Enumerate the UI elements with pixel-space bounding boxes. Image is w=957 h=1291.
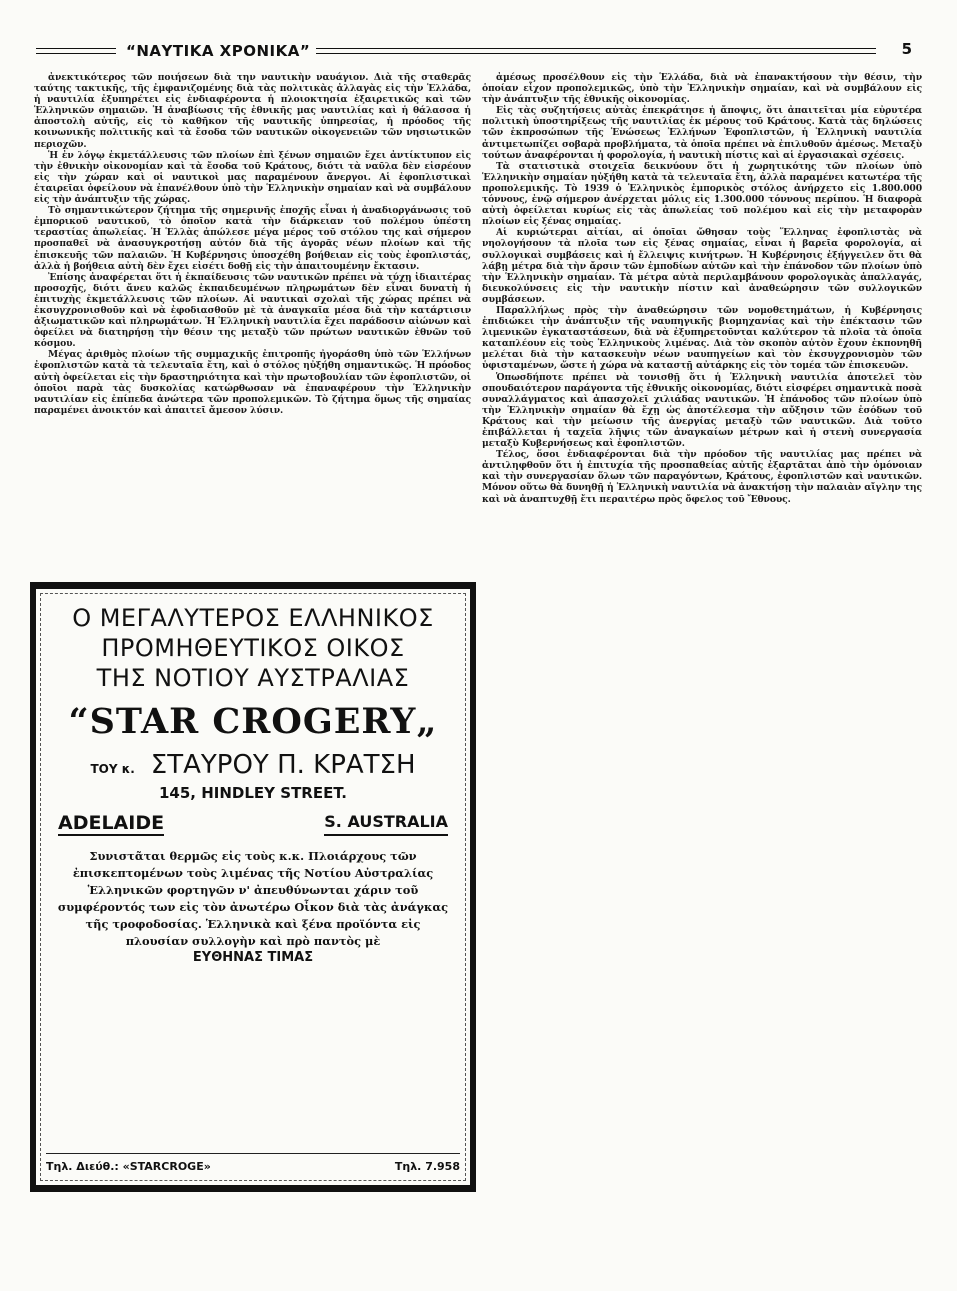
ad-phone: Τηλ. 7.958 xyxy=(394,1160,460,1173)
ad-headline-line: Ο ΜΕΓΑΛΥΤΕΡΟΣ ΕΛΛΗΝΙΚΟΣ xyxy=(72,604,434,632)
article-paragraph: Ἡ ἐν λόγῳ ἐκμετάλλευσις τῶν πλοίων ἐπὶ ξένων σημαιῶν ἔχει ἀντίκτυπον εἰς τὴν ἐθνικὴν οἰκονομίαν καὶ τὰ ἔσοδα τοῦ Κράτους, διότι τὰ ναῦλα δὲν εἰσρέουν εἰς τὴν χώραν καὶ οἱ ναυτικοὶ μας παραμένουν ἄνεργοι. Αἱ ἐφοπλιστικαὶ ἑταιρεῖαι ὀφείλουν νὰ ἐπανέλθουν ὑπὸ τὴν Ἑλληνικὴν σημαίαν καὶ νὰ συμβάλουν εἰς τὴν ἀνάπτυξιν τῆς χώρας. xyxy=(34,149,471,206)
article-paragraph: ἀνεκτικότερος τῶν ποιήσεων διὰ την ναυτικὴν ναυάγιον. Διὰ τῆς σταθερᾶς ταύτης τακτικῆς, τῆς ἐμφανιζομένης διὰ τὰς πολιτικὰς ἀλλαγὰς εἰς τὴν Ἑλλάδα, ἡ ναυτιλία ἐξυπηρέτει εἰς ἐνδιαφέροντα ἡ πλοιοκτησία ἐξαιρετικῶς καὶ τῶν Ἑλληνικῶν σημαιῶν. Ἡ ἀναβίωσις τῆς ἐθνικῆς μας ναυτιλίας καὶ ἡ θάλασσα ἡ ἀποστολὴ αὐτῆς, εἰς τὸ καθῆκον τῆς ναυτικῆς ὑπηρεσίας, ἡ πρόοδος τῆς κοινωνικῆς πολιτικῆς καὶ τὰ ἔσοδα τῶν ναυτικῶν οἰκογενειῶν τῶν νησιωτικῶν περιοχῶν. xyxy=(34,72,471,150)
page-header xyxy=(36,40,928,66)
article-paragraph: Παραλλήλως πρὸς τὴν ἀναθεώρησιν τῶν νομοθετημάτων, ἡ Κυβέρνησις ἐπιδιώκει τὴν ἀνάπτυξιν τῆς ναυπηγικῆς βιομηχανίας καὶ τὴν ἐπέκτασιν τῶν λιμενικῶν ἐγκαταστάσεων, διὰ νὰ ἐξυπηρετοῦνται καλύτερον τὰ πλοῖα τὰ ὁποῖα καταπλέουν εἰς τοὺς Ἑλληνικοὺς λιμένας. Διὰ τὸν σκοπὸν αὐτὸν ἔχουν ἐκπονηθῆ μελέται διὰ τὴν κατασκευὴν νέων ναυπηγείων καὶ τὸν ἐκσυγχρονισμὸν τῶν ὑφισταμένων, ὥστε ἡ χώρα νὰ καταστῇ αὐτάρκης εἰς τὸν τομέα τῶν ἐπισκευῶν. xyxy=(482,304,922,372)
article-paragraph: Ἐπίσης ἀναφέρεται ὅτι ἡ ἐκπαίδευσις τῶν ναυτικῶν πρέπει νὰ τύχῃ ἰδιαιτέρας προσοχῆς, διότι ἄνευ καλῶς ἐκπαιδευμένων πληρωμάτων δὲν εἶναι δυνατὴ ἡ ἐπιτυχὴς ἐκμετάλλευσις τῶν πλοίων. Αἱ ναυτικαὶ σχολαὶ τῆς χώρας πρέπει νὰ ἐκσυγχρονισθοῦν καὶ νὰ ἐφοδιασθοῦν μὲ τὰ ἀναγκαῖα μέσα διὰ τὴν κατάρτισιν ἀξιωματικῶν καὶ πληρωμάτων. Ἡ Ἑλληνικὴ ναυτιλία ἔχει παράδοσιν αἰώνων καὶ ὀφείλει νὰ διατηρήσῃ τὴν θέσιν της μεταξὺ τῶν πρώτων ναυτικῶν ἐθνῶν τοῦ κόσμου. xyxy=(34,271,471,350)
page-number: 5 xyxy=(901,40,912,58)
header-rule-left xyxy=(36,48,116,54)
ad-description: Συνιστᾶται θερμῶς εἰς τοὺς κ.κ. Πλοιάρχους τῶν ἐπισκεπτομένων τοὺς λιμένας τῆς Νοτίου Αὐστραλίας Ἑλληνικῶν φορτηγῶν ν' ἀπευθύνωνται χάριν τοῦ συμφέροντός των εἰς τὸν ἀνωτέρω Οἶκον διὰ τὰς ἀνάγκας τῆς τροφοδοσίας. Ἑλληνικὰ καὶ ξένα προϊόντα εἰς πλουσίαν συλλογὴν καὶ πρὸ παντὸς μὲ xyxy=(57,849,449,948)
header-rule-right xyxy=(316,48,876,54)
ad-owner-prefix: ΤΟΥ κ. xyxy=(90,762,135,776)
ad-footer xyxy=(46,1153,460,1173)
article-paragraph: Αἱ κυριώτεραι αἰτίαι, αἱ ὁποῖαι ὤθησαν τοὺς Ἕλληνας ἐφοπλιστὰς νὰ νηολογήσουν τὰ πλοῖα των εἰς ξένας σημαίας, εἶναι ἡ βαρεῖα φορολογία, αἱ συλλογικαὶ συμβάσεις καὶ ἡ ἔλλειψις κινήτρων. Ἡ Κυβέρνησις ἐξήγγειλεν ὅτι θὰ λάβῃ μέτρα διὰ τὴν ἄρσιν τῶν ἐμποδίων αὐτῶν καὶ τὴν ἐπάνοδον τῶν πλοίων ὑπὸ τὴν Ἑλληνικὴν σημαίαν. Τὰ μέτρα αὐτὰ περιλαμβάνουν φορολογικὰς ἀπαλλαγάς, διευκολύνσεις εἰς τὴν ναυτικὴν πίστιν καὶ ἀναθεώρησιν τῶν συλλογικῶν συμβάσεων. xyxy=(482,227,922,305)
ad-telegraph-address: Τηλ. Διεύθ.: «STARCROGE» xyxy=(46,1160,211,1173)
ad-owner-name: ΣΤΑΥΡΟΥ Π. ΚΡΑΤΣΗ xyxy=(150,750,416,780)
newspaper-title: “ΝΑΥΤΙΚΑ ΧΡΟΝΙΚΑ” xyxy=(126,42,311,60)
article-paragraph: Ὁπωσδήποτε πρέπει νὰ τονισθῇ ὅτι ἡ Ἑλληνικὴ ναυτιλία ἀποτελεῖ τὸν σπουδαιότερον παράγοντα τῆς ἐθνικῆς οἰκονομίας, διότι εἰσφέρει σημαντικὰ ποσὰ συναλλάγματος καὶ ἀπασχολεῖ χιλιάδας ναυτικῶν. Ἡ ἐπάνοδος τῶν πλοίων ὑπὸ τὴν Ἑλληνικὴν σημαίαν θὰ ἔχῃ ὡς ἀποτέλεσμα τὴν αὔξησιν τῶν ἐσόδων τοῦ Κράτους καὶ τὴν μείωσιν τῆς ἀνεργίας μεταξὺ τῶν ναυτικῶν. Διὰ τοῦτο ἐπιβάλλεται ἡ ταχεῖα λῆψις τῶν ἀναγκαίων μέτρων καὶ ἡ στενὴ συνεργασία μεταξὺ Κυβερνήσεως καὶ ἐφοπλιστῶν. xyxy=(482,371,922,450)
ad-headline-line: ΠΡΟΜΗΘΕΥΤΙΚΟΣ ΟΙΚΟΣ xyxy=(101,634,405,662)
ad-cities xyxy=(54,812,452,836)
ad-headline-line: ΤΗΣ ΝΟΤΙΟΥ ΑΥΣΤΡΑΛΙΑΣ xyxy=(96,664,410,692)
article-paragraph: ἀμέσως προσέλθουν εἰς τὴν Ἑλλάδα, διὰ νὰ ἐπανακτήσουν τὴν θέσιν, τὴν ὁποίαν εἶχον προπολεμικῶς, ὑπὸ τὴν Ἑλληνικὴν σημαίαν, καὶ νὰ συμβάλουν εἰς τὴν ἀνάπτυξιν τῆς ἐθνικῆς οἰκονομίας. xyxy=(482,72,922,106)
article-paragraph: Μέγας ἀριθμὸς πλοίων τῆς συμμαχικῆς ἐπιτροπῆς ἠγοράσθη ὑπὸ τῶν Ἑλλήνων ἐφοπλιστῶν κατὰ τὰ τελευταῖα ἔτη, καὶ ὁ στόλος ηὐξήθη σημαντικῶς. Ἡ πρόοδος αὐτὴ ὀφείλεται εἰς τὴν δραστηριότητα καὶ τὴν πρωτοβουλίαν τῶν ἐφοπλιστῶν, οἱ ὁποῖοι παρὰ τὰς δυσκολίας κατώρθωσαν νὰ ἐπαναφέρουν τὴν Ἑλληνικὴν ναυτιλίαν εἰς ἐπίπεδα ἀνώτερα τῶν προπολεμικῶν. Τὸ ζήτημα ὅμως τῆς σημαίας παραμένει ἀνοικτόν καὶ ἀπαιτεῖ ἄμεσον λύσιν. xyxy=(34,349,471,416)
ad-region: S. AUSTRALIA xyxy=(324,812,448,836)
star-grocery-advertisement xyxy=(30,582,476,1192)
article-column-left xyxy=(34,72,471,577)
article-paragraph: Τὸ σημαντικώτερον ζήτημα τῆς σημερινῆς ἐποχῆς εἶναι ἡ ἀναδιοργάνωσις τοῦ ἐμπορικοῦ ναυτικοῦ, τὸ ὁποῖον κατὰ τὴν διάρκειαν τοῦ πολέμου ὑπέστη τεραστίας ἀπωλείας. Ἡ Ἑλλὰς ἀπώλεσε μέγα μέρος τοῦ στόλου της καὶ σήμερον προσπαθεῖ νὰ ἀνασυγκροτήσῃ αὐτόν διὰ τῆς ἀγορᾶς νέων πλοίων καὶ τῆς ἐπισκευῆς τῶν παλαιῶν. Ἡ Κυβέρνησις ὑποσχέθη βοήθειαν εἰς τοὺς ἐφοπλιστάς, ἀλλὰ ἡ βοήθεια αὐτὴ δὲν ἔχει εἰσέτι δοθῇ εἰς τὴν ἀπαιτουμένην ἔκτασιν. xyxy=(34,205,471,272)
ad-owner xyxy=(54,750,452,780)
article-paragraph: Τέλος, ὅσοι ἐνδιαφέρονται διὰ τὴν πρόοδον τῆς ναυτιλίας μας πρέπει νὰ ἀντιληφθοῦν ὅτι ἡ ἐπιτυχία τῆς προσπαθείας αὐτῆς ἐξαρτᾶται ἀπὸ τὴν ὁμόνοιαν καὶ τὴν συνεργασίαν ὅλων τῶν παραγόντων, Κράτους, ἐφοπλιστῶν καὶ ναυτικῶν. Μόνον οὕτω θὰ δυνηθῇ ἡ Ἑλληνικὴ ναυτιλία νὰ ἀνακτήσῃ τὴν παλαιὰν αἴγλην της καὶ νὰ ἀναπτυχθῇ ἔτι περαιτέρω πρὸς ὄφελος τοῦ Ἔθνους. xyxy=(482,449,922,505)
ad-brand-name: “STAR CROGERY„ xyxy=(68,701,438,742)
ad-emphasis: ΕΥΘΗΝΑΣ ΤΙΜΑΣ xyxy=(192,950,314,965)
article-paragraph: Τὰ στατιστικὰ στοιχεῖα δεικνύουν ὅτι ἡ χωρητικότης τῶν πλοίων ὑπὸ Ἑλληνικὴν σημαίαν ηὐξήθη κατὰ τὰ τελευταῖα ἔτη, ἀλλὰ παραμένει κατωτέρα τῆς προπολεμικῆς. Τὸ 1939 ὁ Ἑλληνικὸς ἐμπορικὸς στόλος ἀνήρχετο εἰς 1.800.000 τόννους, ἐνῷ σήμερον ἀνέρχεται μόλις εἰς 1.300.000 τόννους περίπου. Ἡ διαφορὰ αὐτὴ ὀφείλεται κυρίως εἰς τὰς ἀπωλείας τοῦ πολέμου καὶ εἰς τὴν μεταφορὰν πλοίων εἰς ξένας σημαίας. xyxy=(482,160,922,228)
article-column-right xyxy=(482,72,922,1272)
article-paragraph: Εἰς τὰς συζητήσεις αὐτὰς ἐπεκράτησε ἡ ἄποψις, ὅτι ἀπαιτεῖται μία εὐρυτέρα πολιτικὴ ὑποστηρίξεως τῆς ναυτιλίας ἐκ μέρους τοῦ Κράτους. Κατὰ τὰς δηλώσεις τῶν ἐκπροσώπων τῆς Ἑνώσεως Ἑλλήνων Ἐφοπλιστῶν, ἡ Ἑλληνικὴ ναυτιλία ἀντιμετωπίζει σοβαρὰ προβλήματα, τὰ ὁποῖα πρέπει νὰ ἐπιλυθοῦν ἀμέσως. Μεταξὺ τούτων ἀναφέρονται ἡ φορολογία, ἡ ναυτικὴ πίστις καὶ αἱ ἐργασιακαὶ σχέσεις. xyxy=(482,105,922,161)
ad-street-address: 145, HINDLEY STREET. xyxy=(159,784,347,802)
ad-city: ADELAIDE xyxy=(58,812,165,834)
